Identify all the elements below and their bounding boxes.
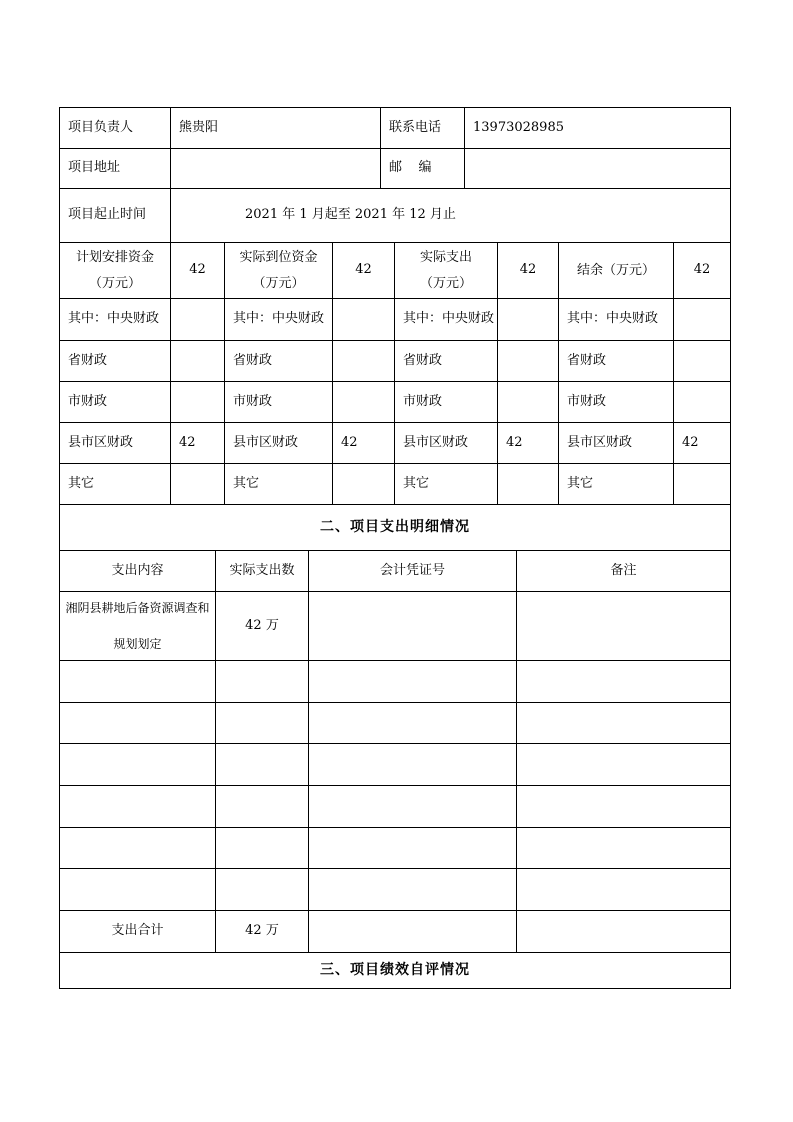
fund-row-value[interactable] (171, 341, 224, 381)
fund-row-value[interactable] (674, 341, 730, 381)
fund-row-label: 市财政 (403, 393, 443, 409)
fund-row-label: 其它 (233, 475, 260, 491)
fund-row-value[interactable] (674, 299, 730, 340)
table-line (730, 107, 731, 989)
fund-row-value[interactable] (171, 382, 224, 422)
address-value[interactable] (171, 149, 380, 188)
fund-row-label: 县市区财政 (567, 434, 633, 450)
fund-row-label: 其中：中央财政 (567, 311, 659, 327)
fund-row-label: 县市区财政 (233, 434, 299, 450)
fund-row-value[interactable]: 42 (341, 434, 358, 450)
table-line (59, 988, 731, 989)
table-row[interactable] (60, 869, 730, 910)
fund-header-value: 42 (693, 262, 711, 278)
fund-row-label: 省财政 (68, 352, 108, 368)
fund-header-value: 42 (355, 262, 372, 278)
fund-header-planned (60, 243, 170, 298)
expense-row-amount[interactable]: 42 万 (245, 617, 279, 633)
fund-header-received (225, 243, 332, 298)
fund-row-value[interactable] (498, 464, 558, 504)
expense-row-note[interactable] (517, 592, 730, 660)
address-label: 项目地址 (68, 160, 121, 176)
fund-header-value: 42 (189, 262, 206, 278)
fund-row-label: 市财政 (567, 393, 607, 409)
fund-header-line1: 结余（万元） (576, 262, 655, 278)
fund-row-label: 其它 (68, 475, 95, 491)
fund-row-label: 省财政 (567, 352, 607, 368)
expense-section-title: 二、项目支出明细情况 (320, 518, 470, 535)
period-label: 项目起止时间 (68, 207, 147, 223)
fund-row-value[interactable] (333, 382, 394, 422)
table-row[interactable] (60, 786, 730, 827)
table-row[interactable] (60, 828, 730, 868)
fund-row-value[interactable]: 42 (682, 434, 699, 450)
expense-header: 实际支出数 (229, 562, 295, 578)
fund-row-label: 省财政 (403, 352, 443, 368)
expense-total-value[interactable]: 42 万 (245, 923, 279, 939)
fund-row-value[interactable] (333, 299, 394, 340)
fund-header-balance (559, 243, 673, 298)
fund-row-value[interactable] (674, 382, 730, 422)
fund-row-label: 县市区财政 (68, 434, 134, 450)
fund-row-value[interactable] (171, 299, 224, 340)
fund-row-value[interactable] (498, 382, 558, 422)
fund-row-label: 其它 (567, 475, 594, 491)
fund-row-value[interactable]: 42 (179, 434, 196, 450)
fund-header-value: 42 (519, 262, 537, 278)
expense-header: 支出内容 (111, 562, 164, 578)
fund-header-line2: （万元） (419, 275, 472, 291)
fund-row-label: 县市区财政 (403, 434, 469, 450)
fund-row-value[interactable] (674, 464, 730, 504)
fund-header-line1: 实际到位资金 (239, 249, 318, 265)
fund-header-line1: 计划安排资金 (75, 249, 154, 265)
table-row[interactable] (60, 661, 730, 702)
phone-label: 联系电话 (389, 119, 442, 135)
fund-row-label: 市财政 (233, 393, 273, 409)
fund-header-line2: （万元） (252, 275, 305, 291)
fund-row-label: 其中：中央财政 (68, 311, 160, 327)
fund-row-value[interactable] (333, 341, 394, 381)
expense-total-note[interactable] (517, 911, 730, 952)
period-value[interactable]: 2021 年 1 月起至 2021 年 12 月止 (245, 207, 456, 223)
leader-label: 项目负责人 (68, 119, 134, 135)
fund-row-value[interactable]: 42 (506, 434, 523, 450)
fund-header-line1: 实际支出 (419, 249, 472, 265)
postcode-label: 邮 编 (389, 160, 432, 176)
expense-header: 备注 (610, 562, 637, 578)
fund-row-label: 其中：中央财政 (233, 311, 325, 327)
fund-row-label: 其它 (403, 475, 430, 491)
expense-total-label: 支出合计 (111, 923, 164, 939)
postcode-value[interactable] (465, 149, 730, 188)
expense-row-voucher[interactable] (309, 592, 516, 660)
leader-value[interactable]: 熊贵阳 (179, 119, 219, 135)
fund-row-value[interactable] (171, 464, 224, 504)
fund-row-value[interactable] (498, 299, 558, 340)
expense-total-voucher[interactable] (309, 911, 516, 952)
fund-row-label: 其中：中央财政 (403, 311, 495, 327)
fund-header-spent (395, 243, 497, 298)
performance-section-title: 三、项目绩效自评情况 (320, 961, 470, 978)
table-row[interactable] (60, 703, 730, 743)
fund-row-label: 市财政 (68, 393, 108, 409)
fund-row-value[interactable] (498, 341, 558, 381)
fund-row-value[interactable] (333, 464, 394, 504)
expense-row-content[interactable]: 湘阴县耕地后备资源调查和规划划定 (65, 601, 210, 651)
fund-row-label: 省财政 (233, 352, 273, 368)
phone-value[interactable]: 13973028985 (473, 119, 564, 135)
table-row[interactable] (60, 744, 730, 785)
fund-header-line2: （万元） (88, 275, 141, 291)
expense-header: 会计凭证号 (379, 562, 445, 578)
